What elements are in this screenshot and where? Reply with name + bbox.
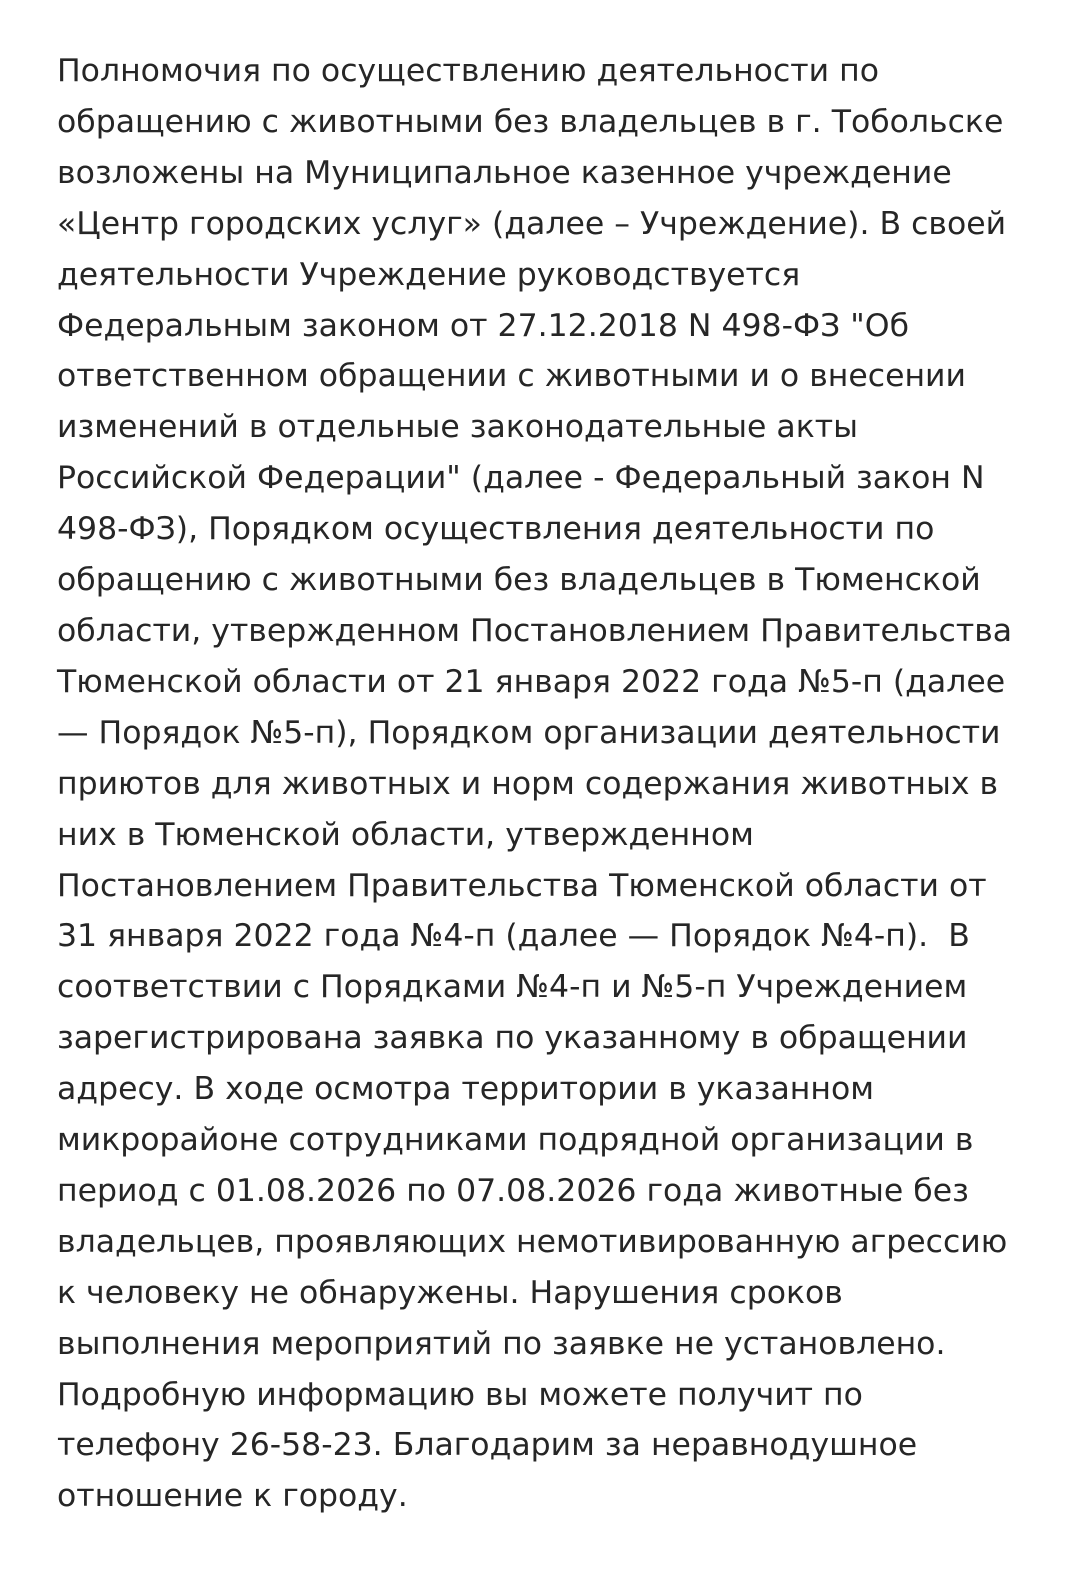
message-line: деятельности Учреждение руководствуется <box>57 256 801 293</box>
message-line: 31 января 2022 года №4-п (далее — Порядок №4-п). В <box>57 918 970 955</box>
message-line: «Центр городских услуг» (далее – Учреждение). В своей <box>57 205 1007 242</box>
message-line: изменений в отдельные законодательные акты <box>57 409 858 446</box>
message-line: зарегистрирована заявка по указанному в обращении <box>57 1020 968 1057</box>
message-line: приютов для животных и норм содержания животных в <box>57 765 999 802</box>
message-line: Тюменской области от 21 января 2022 года №5-п (далее <box>57 663 1006 700</box>
message-line: — Порядок №5-п), Порядком организации деятельности <box>57 714 1001 751</box>
message-line: Российской Федерации" (далее - Федеральный закон N <box>57 460 985 497</box>
message-body <box>57 46 1047 1522</box>
message-line: период с 01.08.2026 по 07.08.2026 года животные без <box>57 1172 969 1209</box>
message-line: адресу. В ходе осмотра территории в указанном <box>57 1071 875 1108</box>
message-line: Полномочия по осуществлению деятельности по <box>57 53 879 89</box>
message-line: них в Тюменской области, утвержденном <box>57 816 754 853</box>
message-line: соответствии с Порядками №4-п и №5-п Учреждением <box>57 969 968 1006</box>
message-line: владельцев, проявляющих немотивированную агрессию <box>57 1223 1008 1260</box>
message-line: обращению с животными без владельцев в Тюменской <box>57 562 981 599</box>
message-line: Федеральным законом от 27.12.2018 N 498-ФЗ "Об <box>57 307 909 344</box>
message-line: микрорайоне сотрудниками подрядной организации в <box>57 1122 974 1159</box>
message-line: 498-ФЗ), Порядком осуществления деятельности по <box>57 511 935 548</box>
message-line: к человеку не обнаружены. Нарушения сроков <box>57 1274 843 1311</box>
message-line: Подробную информацию вы можете получит по <box>57 1376 863 1413</box>
message-line: отношение к городу. <box>57 1478 408 1515</box>
message-line: Постановлением Правительства Тюменской области от <box>57 867 987 904</box>
message-line: выполнения мероприятий по заявке не установлено. <box>57 1325 946 1362</box>
message-line: области, утвержденном Постановлением Правительства <box>57 612 1013 649</box>
message-line: возложены на Муниципальное казенное учреждение <box>57 154 952 191</box>
message-line: ответственном обращении с животными и о внесении <box>57 358 966 395</box>
message-line: обращению с животными без владельцев в г. Тобольске <box>57 103 1004 140</box>
message-line: телефону 26-58-23. Благодарим за неравнодушное <box>57 1427 918 1464</box>
